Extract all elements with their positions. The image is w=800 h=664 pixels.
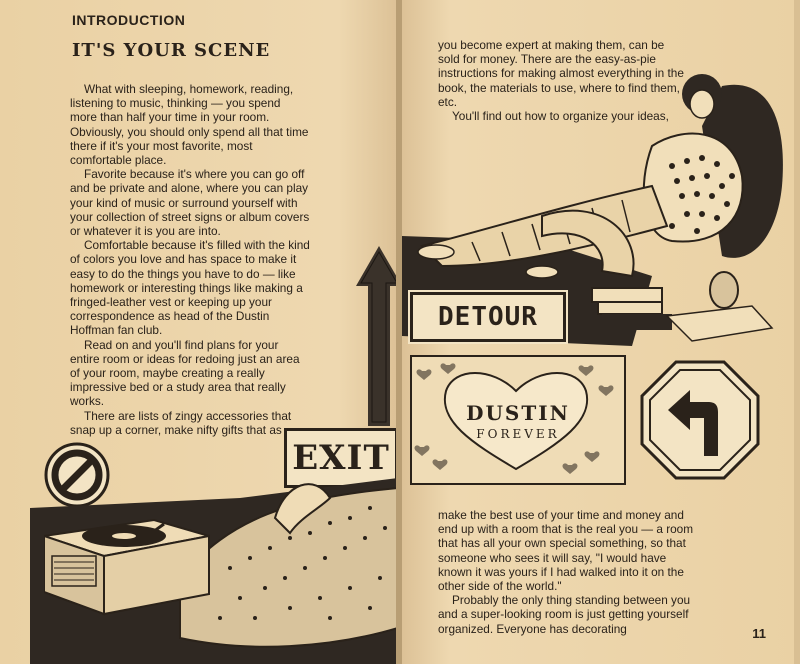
turn-left-sign-icon (640, 360, 760, 480)
dustin-forever-plate (410, 355, 626, 485)
exit-sign: EXIT (284, 428, 398, 488)
up-arrow-sign-icon (356, 246, 398, 426)
chapter-headline: IT'S YOUR SCENE (72, 40, 271, 61)
paragraph: What with sleeping, homework, reading, listening to music, thinking — you spend more than half your time in your room. Obviously, you should only spend all that time there if it's your most favorite, most comfortable place. (70, 82, 309, 168)
paragraph: Read on and you'll find plans for your entire room or ideas for redoing just an area of your room, maybe creating a really impressive bed or a study area that really works. (70, 337, 300, 409)
forever-text: FOREVER (476, 427, 560, 441)
right-page (402, 0, 800, 664)
section-label: INTRODUCTION (72, 12, 186, 28)
paragraph: You'll find out how to organize your ideas, (452, 109, 669, 124)
paragraph: Probably the only thing standing between you and a super-looking room is just getting yourself organized. Everyone has decorating (438, 593, 691, 636)
paragraph: Comfortable because it's filled with the kind of colors you love and has space to make it easy to do the things you have to do — like homework or interesting things like making a fringed-leather vest or keeping up your correspondence as head of the Dustin Hoffman fan club. (70, 238, 310, 338)
detour-sign: DETOUR (410, 292, 566, 342)
right-bottom-text (438, 508, 698, 636)
dustin-name-text: DUSTIN (466, 401, 570, 425)
paragraph: There are lists of zingy accessories that snap up a corner, make nifty gifts that as (70, 408, 292, 437)
paragraph: make the best use of your time and money and end up with a room that is the real you — a room that has all your own special something, so that someone who sees it will say, "I would have known it was yours if I had walked into it on the other side of the world." (438, 508, 694, 594)
record-player-icon (44, 506, 214, 616)
paragraph: you become expert at making them, can be sold for money. There are the easy-as-pie instructions for making almost everything in the book, the materials to use, where to find them, etc. (438, 38, 684, 109)
left-page (0, 0, 398, 664)
paragraph: Favorite because it's where you can go off and be private and alone, where you can play your kind of music or surround yourself with your collection of street signs or album covers or whatever it is you are into. (70, 167, 310, 239)
left-body-text (70, 82, 310, 437)
page-edge (794, 0, 800, 664)
page-number: 11 (752, 626, 766, 641)
